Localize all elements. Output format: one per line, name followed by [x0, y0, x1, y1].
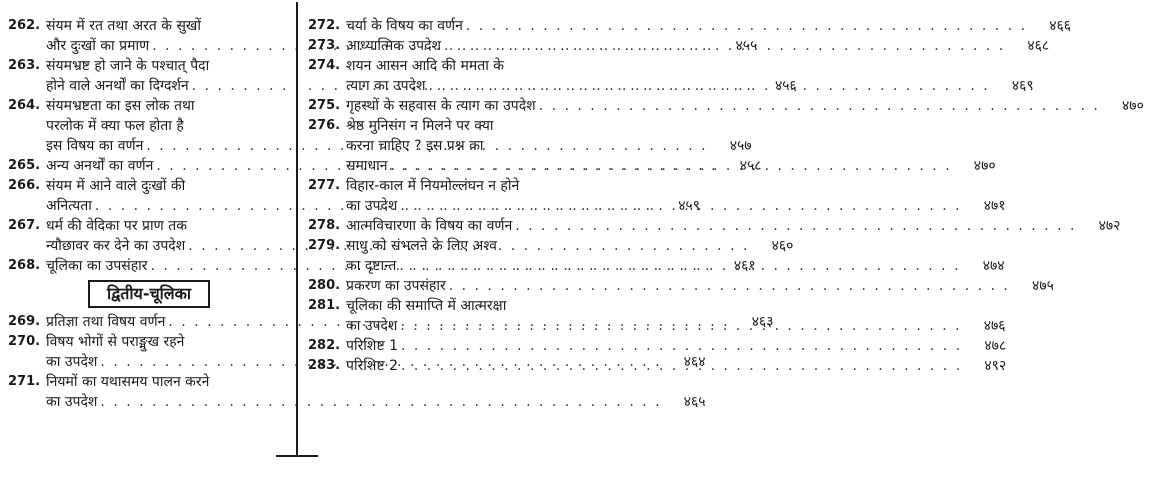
- entry-number: 270.: [8, 334, 41, 349]
- entry-number: 274.: [308, 58, 341, 73]
- page-number: ४६१: [733, 258, 756, 274]
- dot-leader: [398, 336, 962, 356]
- entry-title: होने वाले अनर्थों का दिग्दर्शन: [46, 78, 189, 94]
- entry-title: शयन आसन आदि की ममता के: [346, 58, 505, 74]
- dot-leader: [397, 316, 961, 336]
- entry-title: चूलिका की समाप्ति में आत्मरक्षा: [346, 298, 507, 314]
- entry-title: श्रेष्ठ मुनिसंग न मिलने पर क्या: [346, 118, 494, 134]
- entry-number: 277.: [308, 178, 341, 193]
- entry-number: 268.: [8, 258, 41, 273]
- entry-number: 278.: [308, 218, 341, 233]
- entry-title: संयम में रत तथा अरत के सुखों: [46, 18, 201, 34]
- entry-title: परिशिष्ट 2: [346, 358, 398, 374]
- page-number: ४७४: [982, 258, 1005, 274]
- entry-number: 262.: [8, 18, 41, 33]
- entry-number: 279.: [308, 238, 341, 253]
- entry-title: आध्यात्मिक उपदेश: [346, 38, 442, 54]
- entry-indent: [308, 156, 346, 176]
- entry-title: चर्या के विषय का वर्णन: [346, 18, 463, 34]
- entry-indent: [8, 196, 46, 216]
- toc-entry-line: [308, 136, 590, 156]
- toc-entry-line: [8, 332, 284, 352]
- toc-entry-line: [308, 296, 590, 316]
- entry-title: अन्य अनर्थों का वर्णन: [46, 158, 154, 174]
- toc-entry-line: [308, 216, 1121, 236]
- dot-leader: [398, 356, 962, 376]
- dot-leader: [387, 156, 951, 176]
- entry-title: का उपदेश: [346, 198, 398, 214]
- entry-number: 265.: [8, 158, 41, 173]
- entry-number: 275.: [308, 98, 341, 113]
- toc-entry: [8, 372, 706, 412]
- toc-entry-line: [308, 336, 1007, 356]
- page-number: ४५८: [739, 158, 762, 174]
- toc-entry-line: [8, 56, 284, 76]
- entry-title: का उपदेश: [346, 318, 398, 334]
- entry-indent: [8, 116, 46, 136]
- toc-entry-line: [8, 176, 284, 196]
- toc-entry-line: [308, 96, 1144, 116]
- entry-number: 269.: [8, 314, 41, 329]
- entry-title: प्रकरण का उपसंहार: [346, 278, 446, 294]
- entry-number: 263.: [8, 58, 41, 73]
- entry-title: धर्म की वेदिका पर प्राण तक: [46, 218, 187, 234]
- dot-leader: [463, 16, 1027, 36]
- page-number: ४६०: [771, 238, 794, 254]
- page-number: ४६४: [683, 354, 706, 370]
- page-number: ४७६: [983, 318, 1006, 334]
- divider-base: [276, 455, 318, 457]
- entry-number: 280.: [308, 278, 341, 293]
- page-number: ४५५: [735, 38, 758, 54]
- entry-title: का दृष्टान्त: [346, 258, 397, 274]
- toc-entry-line: [8, 116, 284, 136]
- entry-title: त्याग का उपदेश: [346, 78, 426, 94]
- dot-leader: [426, 76, 990, 96]
- toc-entry-line: [8, 216, 284, 236]
- entry-title: चूलिका का उपसंहार: [46, 258, 148, 274]
- entry-indent: [8, 352, 46, 372]
- toc-entry-line: [308, 276, 1054, 296]
- page-number: ४६५: [683, 394, 706, 410]
- entry-indent: [8, 76, 46, 96]
- toc-entry: [308, 276, 1054, 296]
- entry-title: न्यौछावर कर देने का उपदेश: [46, 238, 186, 254]
- toc-entry-line: [308, 56, 590, 76]
- entry-indent: [308, 316, 346, 336]
- toc-entry-line: [8, 16, 284, 36]
- entry-number: 267.: [8, 218, 41, 233]
- entry-title: विषय भोगों से पराङ्मुख रहने: [46, 334, 185, 350]
- page-number: ४७२: [1098, 218, 1121, 234]
- section-heading: द्वितीय-चूलिका: [106, 284, 192, 303]
- entry-number: 283.: [308, 358, 341, 373]
- page-number: ४६९: [1011, 78, 1034, 94]
- page-number: ४५६: [775, 78, 797, 94]
- toc-entry-line: [8, 392, 706, 412]
- entry-title: साधु को संभलने के लिए अश्व: [346, 238, 497, 254]
- entry-number: 281.: [308, 298, 341, 313]
- entry-indent: [8, 136, 46, 156]
- toc-entry-line: [8, 372, 284, 392]
- page-number: ४७८: [984, 338, 1007, 354]
- page-number: ४७०: [1122, 98, 1144, 114]
- entry-indent: [8, 392, 46, 412]
- page-number: ४६६: [1049, 18, 1072, 34]
- entry-title: संयम में आने वाले दुःखों की: [46, 178, 186, 194]
- toc-entry: [308, 16, 1072, 36]
- toc-entry: [308, 96, 1144, 116]
- entry-number: 271.: [8, 374, 41, 389]
- entry-title: करना चाहिए ? इस प्रश्न का: [346, 138, 484, 154]
- page-number: ४५७: [729, 138, 752, 154]
- entry-number: 272.: [308, 18, 341, 33]
- entry-title: प्रतिज्ञा तथा विषय वर्णन: [46, 314, 166, 330]
- entry-indent: [8, 36, 46, 56]
- toc-entry-line: [308, 176, 590, 196]
- entry-indent: [308, 256, 346, 276]
- entry-number: 276.: [308, 118, 341, 133]
- entry-indent: [308, 196, 346, 216]
- page-number: ४५९: [678, 198, 701, 214]
- dot-leader: [441, 36, 1005, 56]
- entry-title: नियमों का यथासमय पालन करने: [46, 374, 210, 390]
- dot-leader: [396, 256, 960, 276]
- entry-number: 264.: [8, 98, 41, 113]
- entry-number: 273.: [308, 38, 341, 53]
- toc-entry: [308, 216, 1121, 236]
- entry-title: परिशिष्ट 1: [346, 338, 398, 354]
- column-divider: [296, 2, 298, 457]
- entry-title: संयमभ्रष्ट हो जाने के पश्चात् पैदा: [46, 58, 210, 74]
- toc-entry-line: [308, 236, 590, 256]
- section-heading-box: [88, 280, 210, 308]
- entry-title: आत्मविचारणा के विषय का वर्णन: [346, 218, 513, 234]
- dot-leader: [536, 96, 1100, 116]
- dot-leader: [512, 216, 1076, 236]
- entry-title: समाधान: [346, 158, 388, 174]
- toc-entry-line: [308, 16, 1072, 36]
- toc-entry-line: [8, 96, 284, 116]
- entry-indent: [308, 136, 346, 156]
- entry-title: का उपदेश: [46, 354, 98, 370]
- entry-title: और दुःखों का प्रमाण: [46, 38, 150, 54]
- entry-title: का उपदेश: [46, 394, 98, 410]
- page-number: ४६८: [1027, 38, 1050, 54]
- page-number: ४७५: [1032, 278, 1054, 294]
- entry-indent: [8, 236, 46, 256]
- page-number: ४७०: [973, 158, 996, 174]
- entry-number: 266.: [8, 178, 41, 193]
- entry-title: अनित्यता: [46, 198, 92, 214]
- entry-indent: [308, 76, 346, 96]
- entry-number: 282.: [308, 338, 341, 353]
- toc-entry: [308, 336, 1007, 356]
- page-number: ४६३: [751, 314, 774, 330]
- entry-title: गृहस्थों के सहवास के त्याग का उपदेश: [346, 98, 536, 114]
- entry-title: परलोक में क्या फल होता है: [46, 118, 184, 134]
- entry-title: इस विषय का वर्णन: [46, 138, 144, 154]
- entry-title: विहार-काल में नियमोल्लंघन न होने: [346, 178, 520, 194]
- toc-entry-line: [308, 116, 590, 136]
- dot-leader: [397, 196, 961, 216]
- entry-title: संयमभ्रष्टता का इस लोक तथा: [46, 98, 195, 114]
- dot-leader: [97, 392, 661, 412]
- dot-leader: [446, 276, 1010, 296]
- page-number: ४७१: [983, 198, 1006, 214]
- page-number: ४९२: [984, 358, 1007, 374]
